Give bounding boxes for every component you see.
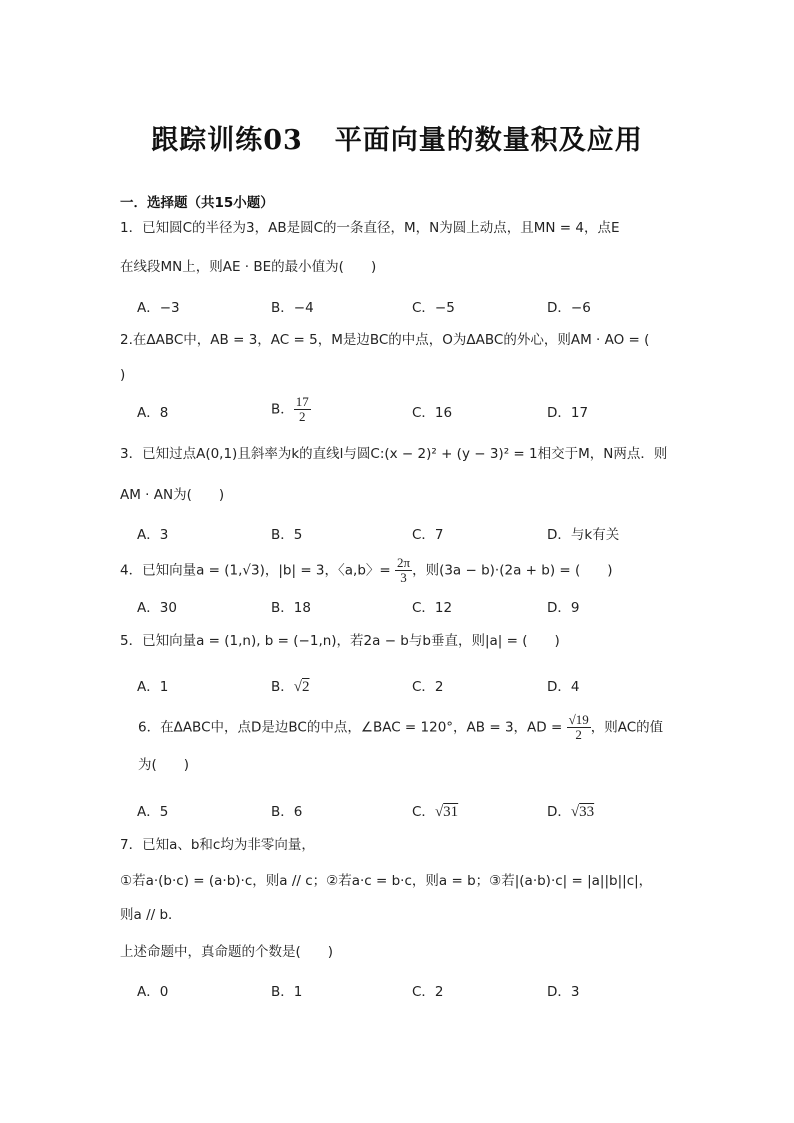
- radicand: 31: [443, 804, 459, 820]
- q6-option-c-label: C．: [412, 804, 435, 820]
- page-title: [0, 118, 794, 157]
- q2-line2: ): [120, 367, 126, 383]
- fraction-denominator: 3: [400, 570, 407, 585]
- q6-option-d[interactable]: [547, 800, 594, 821]
- q2-options: [137, 394, 697, 424]
- q2-option-c[interactable]: C．16: [412, 405, 453, 421]
- q3-option-a[interactable]: A．3: [137, 527, 169, 543]
- q1-line2: 在线段MN上，则AE · BE的最小值为( ): [120, 259, 377, 275]
- q5-option-b-label: B．: [271, 679, 294, 695]
- q4-options: [137, 596, 697, 614]
- q6-line1-end: ，则AC的值: [590, 719, 664, 736]
- q6-line1-start: 6．在ΔABC中，点D是边BC的中点，∠BAC = 120°，AB = 3，AD =: [138, 719, 567, 736]
- radicand: 2: [302, 679, 310, 695]
- q3-line1: 3．已知过点A(0,1)且斜率为k的直线l与圆C:(x − 2)² + (y − 3)² = 1相交于M，N两点．则: [120, 446, 668, 462]
- sqrt-symbol: √31: [434, 804, 459, 820]
- q2-line1: 2.在ΔABC中，AB = 3，AC = 5，M是边BC的中点，O为ΔABC的外心，则AM · AO = (: [120, 332, 650, 348]
- title-part1: 跟踪训练03: [151, 125, 303, 156]
- section-heading: 一．选择题（共15小题）: [120, 195, 274, 211]
- q5-option-a[interactable]: A．1: [137, 679, 169, 695]
- q7-options: [137, 980, 697, 998]
- q5-option-b[interactable]: [271, 675, 310, 696]
- q5-option-c[interactable]: C．2: [412, 679, 444, 695]
- q7-line1: 7．已知a、b和c均为非零向量，: [120, 837, 315, 853]
- q7-option-a[interactable]: A．0: [137, 984, 169, 1000]
- fraction-numerator: 17: [295, 394, 309, 409]
- title-part2: 平面向量的数量积及应用: [334, 125, 643, 156]
- fraction-denominator: 2: [299, 409, 306, 424]
- q6-option-c[interactable]: [412, 800, 458, 821]
- q6-option-a[interactable]: A．5: [137, 804, 169, 820]
- q2-option-b-label: B．: [271, 401, 294, 418]
- q3-options: [137, 523, 697, 541]
- q1-line1: 1．已知圆C的半径为3，AB是圆C的一条直径，M，N为圆上动点，且MN = 4，点E: [120, 220, 620, 236]
- q5-line1: 5．已知向量a = (1,n), b = (−1,n)，若2a − b与b垂直，则|a| = ( ): [120, 633, 560, 649]
- q6-option-b[interactable]: B．6: [271, 804, 303, 820]
- q4-line1-end: ，则(3a − b)·(2a + b) = ( ): [412, 562, 613, 579]
- q4-option-b[interactable]: B．18: [271, 600, 311, 616]
- q6-line1: [138, 713, 663, 742]
- q4-line1-start: 4．已知向量a = (1,√3)，|b| = 3，〈a,b〉=: [120, 562, 395, 579]
- q3-option-b[interactable]: B．5: [271, 527, 303, 543]
- q7-line3: 则a // b．: [120, 907, 182, 923]
- q4-fraction: [395, 556, 412, 585]
- fraction-numerator: 2π: [397, 555, 411, 570]
- q1-option-b[interactable]: B．−4: [271, 300, 314, 316]
- q4-option-d[interactable]: D．9: [547, 600, 580, 616]
- q6-options: [137, 800, 697, 818]
- q6-fraction: [567, 713, 591, 742]
- q6-line2: 为( ): [138, 757, 190, 773]
- q1-option-c[interactable]: C．−5: [412, 300, 455, 316]
- q3-line2: AM · AN为( ): [120, 487, 225, 503]
- radicand: 33: [579, 804, 595, 820]
- sqrt-symbol: √33: [570, 804, 595, 820]
- sqrt-symbol: √2: [293, 679, 310, 695]
- q5-options: [137, 675, 697, 693]
- q2-option-b[interactable]: [271, 395, 311, 424]
- q7-option-c[interactable]: C．2: [412, 984, 444, 1000]
- q6-option-d-label: D．: [547, 804, 571, 820]
- q3-option-d[interactable]: D．与k有关: [547, 527, 620, 543]
- q1-option-d[interactable]: D．−6: [547, 300, 591, 316]
- q2-option-d[interactable]: D．17: [547, 405, 589, 421]
- q4-option-c[interactable]: C．12: [412, 600, 453, 616]
- q5-option-d[interactable]: D．4: [547, 679, 580, 695]
- q1-option-a[interactable]: A．−3: [137, 300, 180, 316]
- q2-option-b-fraction: [294, 395, 311, 424]
- q3-option-c[interactable]: C．7: [412, 527, 444, 543]
- q7-option-d[interactable]: D．3: [547, 984, 580, 1000]
- q2-option-a[interactable]: A．8: [137, 405, 169, 421]
- q1-options: [137, 296, 697, 314]
- q7-line2: ①若a·(b·c) = (a·b)·c，则a // c；②若a·c = b·c，则a = b；③若|(a·b)·c| = |a||b||c|，: [120, 873, 653, 889]
- q7-option-b[interactable]: B．1: [271, 984, 303, 1000]
- fraction-denominator: 2: [575, 727, 582, 742]
- fraction-numerator: √19: [568, 712, 589, 727]
- q4-option-a[interactable]: A．30: [137, 600, 177, 616]
- q4-line1: [120, 556, 613, 585]
- q7-line4: 上述命题中，真命题的个数是( ): [120, 944, 334, 960]
